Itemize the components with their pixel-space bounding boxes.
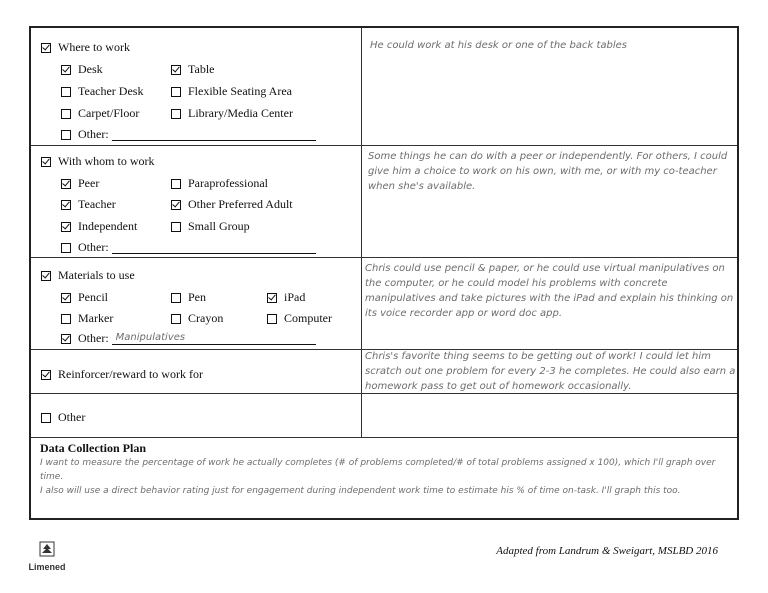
checkbox-empty-icon[interactable]	[61, 314, 71, 324]
option-pencil[interactable]	[61, 290, 108, 305]
where-checkbox-item[interactable]	[41, 40, 130, 55]
logo-wordmark: Limened	[28, 562, 66, 572]
option-library-media[interactable]	[171, 106, 293, 121]
where-section	[31, 28, 737, 146]
other-section	[31, 394, 737, 438]
checkbox-checked-icon[interactable]	[61, 222, 71, 232]
materials-label: Materials to use	[58, 268, 135, 282]
option-other-preferred-adult[interactable]	[171, 197, 293, 212]
option-ipad[interactable]	[267, 290, 305, 305]
option-label: Pencil	[78, 290, 108, 304]
where-note: He could work at his desk or one of the back tables	[370, 40, 627, 51]
checkbox-checked-icon[interactable]	[61, 200, 71, 210]
option-label: Flexible Seating Area	[188, 84, 292, 98]
checkbox-empty-icon[interactable]	[61, 109, 71, 119]
reinforcer-section	[31, 350, 737, 394]
materials-note: Chris could use pencil & paper, or he could use virtual manipulatives on the computer, or he could model his problems with concrete manipulatives and take pictures with the iPad and explain his thinking on its voice recorder app or word doc app.	[365, 263, 734, 319]
brand-logo	[26, 541, 68, 577]
checkbox-empty-icon[interactable]	[61, 243, 71, 253]
reinforcer-note: Chris's favorite thing seems to be getting out of work! I could let him scratch out one problem for every 2-3 he completes. He could also earn a homework pass to get out of homework occasionally.	[365, 351, 736, 392]
other-value: Manipulatives	[115, 332, 186, 343]
checkbox-checked-icon[interactable]	[41, 271, 51, 281]
option-label: Desk	[78, 62, 103, 76]
reinforcer-checkbox-item[interactable]	[41, 367, 203, 382]
option-label: iPad	[284, 290, 306, 304]
option-independent[interactable]	[61, 219, 137, 234]
data-collection-plan	[31, 438, 737, 518]
option-desk[interactable]	[61, 62, 103, 77]
checkbox-checked-icon[interactable]	[41, 43, 51, 53]
option-label: Table	[188, 62, 215, 76]
option-teacher[interactable]	[61, 197, 116, 212]
option-label: Other:	[78, 127, 109, 141]
option-table[interactable]	[171, 62, 214, 77]
option-label: Independent	[78, 219, 138, 233]
checkbox-empty-icon[interactable]	[61, 87, 71, 97]
option-label: Other:	[78, 240, 109, 254]
whom-label: With whom to work	[58, 154, 155, 168]
checkbox-empty-icon[interactable]	[41, 413, 51, 423]
plan-text-line1: I want to measure the percentage of work he actually completes (# of problems completed/# of total problems assigned x 100), which I'll graph over time.	[40, 458, 716, 482]
other-fill-line[interactable]	[112, 332, 316, 345]
other-fill-line[interactable]	[112, 241, 316, 254]
option-peer[interactable]	[61, 176, 99, 191]
option-pen[interactable]	[171, 290, 206, 305]
other-checkbox-item[interactable]	[41, 410, 85, 425]
option-computer[interactable]	[267, 311, 332, 326]
option-label: Paraprofessional	[188, 176, 268, 190]
materials-checkbox-item[interactable]	[41, 268, 135, 283]
option-label: Teacher	[78, 197, 116, 211]
option-label: Small Group	[188, 219, 250, 233]
option-small-group[interactable]	[171, 219, 250, 234]
option-crayon[interactable]	[171, 311, 223, 326]
checkbox-checked-icon[interactable]	[171, 65, 181, 75]
option-label: Carpet/Floor	[78, 106, 140, 120]
checkbox-empty-icon[interactable]	[171, 222, 181, 232]
checkbox-checked-icon[interactable]	[61, 334, 71, 344]
option-other[interactable]	[61, 331, 316, 346]
intervention-form	[29, 26, 739, 520]
checkbox-checked-icon[interactable]	[171, 200, 181, 210]
where-label: Where to work	[58, 40, 130, 54]
footer-credit: Adapted from Landrum & Sweigart, MSLBD 2016	[496, 545, 718, 557]
whom-note: Some things he can do with a peer or independently. For others, I could give him a choice to work on his own, with me, or with my co-teacher when she's available.	[368, 151, 728, 192]
option-label: Pen	[188, 290, 206, 304]
checkbox-empty-icon[interactable]	[171, 109, 181, 119]
option-teacher-desk[interactable]	[61, 84, 143, 99]
option-label: Teacher Desk	[78, 84, 144, 98]
plan-text-line2: I also will use a direct behavior rating just for engagement during independent work time to estimate his % of time on-task. I'll graph this too.	[40, 486, 681, 496]
option-label: Computer	[284, 311, 332, 325]
option-label: Peer	[78, 176, 100, 190]
option-label: Crayon	[188, 311, 224, 325]
option-label: Library/Media Center	[188, 106, 293, 120]
option-other[interactable]	[61, 240, 316, 255]
whom-section	[31, 146, 737, 258]
checkbox-checked-icon[interactable]	[267, 293, 277, 303]
plan-title: Data Collection Plan	[40, 441, 146, 455]
checkbox-empty-icon[interactable]	[171, 87, 181, 97]
checkbox-empty-icon[interactable]	[171, 179, 181, 189]
checkbox-empty-icon[interactable]	[171, 314, 181, 324]
option-label: Other Preferred Adult	[188, 197, 293, 211]
whom-checkbox-item[interactable]	[41, 154, 155, 169]
checkbox-empty-icon[interactable]	[267, 314, 277, 324]
option-label: Other:	[78, 331, 109, 345]
checkbox-empty-icon[interactable]	[61, 130, 71, 140]
option-label: Marker	[78, 311, 114, 325]
materials-section	[31, 258, 737, 350]
other-fill-line[interactable]	[112, 128, 316, 141]
checkbox-checked-icon[interactable]	[61, 179, 71, 189]
option-marker[interactable]	[61, 311, 113, 326]
checkbox-checked-icon[interactable]	[61, 293, 71, 303]
checkbox-checked-icon[interactable]	[61, 65, 71, 75]
checkbox-checked-icon[interactable]	[41, 157, 51, 167]
reinforcer-label: Reinforcer/reward to work for	[58, 367, 203, 381]
other-label: Other	[58, 410, 86, 424]
tree-icon	[39, 541, 55, 557]
option-carpet-floor[interactable]	[61, 106, 139, 121]
checkbox-checked-icon[interactable]	[41, 370, 51, 380]
option-flexible-seating[interactable]	[171, 84, 292, 99]
option-paraprofessional[interactable]	[171, 176, 268, 191]
checkbox-empty-icon[interactable]	[171, 293, 181, 303]
option-other[interactable]	[61, 127, 316, 142]
